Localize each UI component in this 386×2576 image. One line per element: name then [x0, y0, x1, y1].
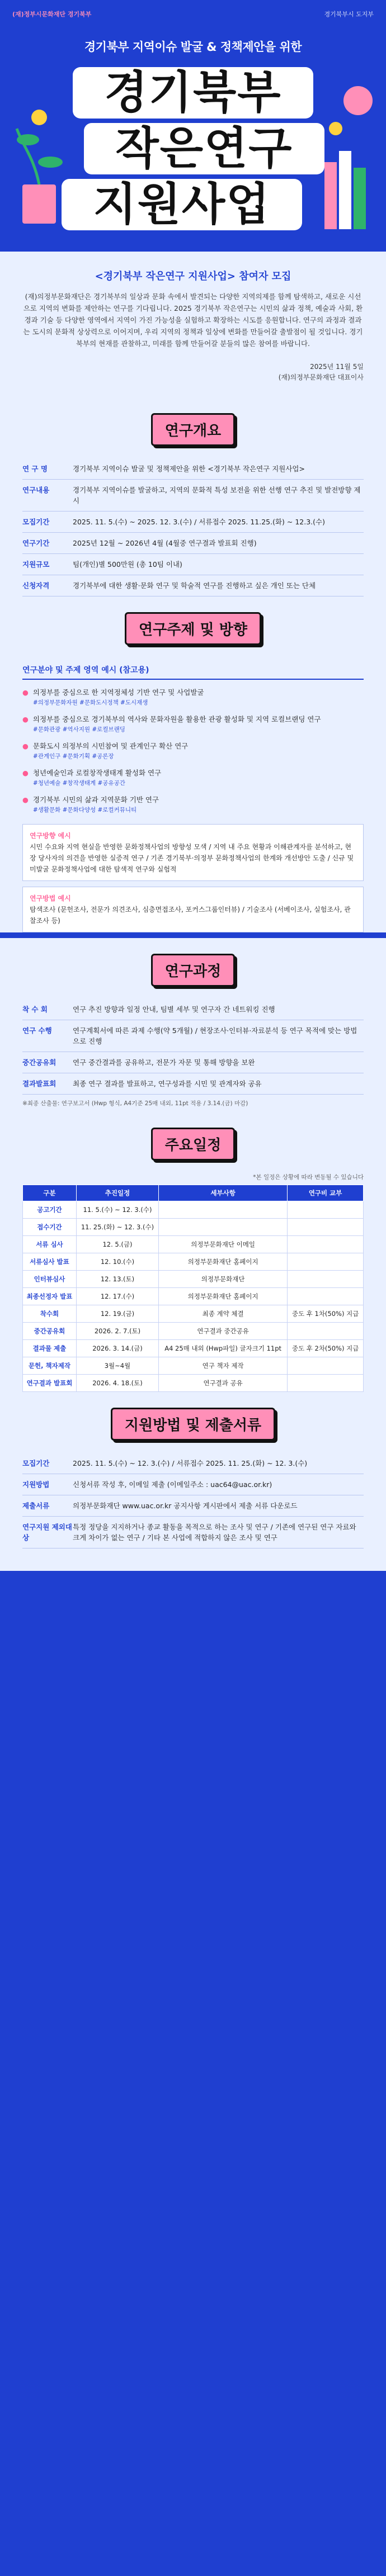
schedule-cell-date: 2026. 4. 18.(토): [76, 1375, 158, 1392]
schedule-cell-cat: 착수회: [23, 1305, 77, 1323]
schedule-cell-detail: 의정부문화재단 홈페이지: [159, 1253, 288, 1271]
topic-item: [22, 792, 364, 818]
apply-row: [22, 1453, 364, 1474]
apply-section: [0, 1392, 386, 1571]
topics-heading: 연구주제 및 방향: [125, 612, 261, 645]
schedule-heading: 주요일정: [151, 1128, 235, 1161]
region-logo: 경기북부시 도지부: [324, 11, 374, 18]
schedule-table: [22, 1185, 364, 1392]
process-footnote: ※최종 산출물: 연구보고서 (Hwp 형식, A4기준 25매 내외, 11pt 적용 / 3.14.(금) 마감): [22, 1100, 248, 1107]
bullet-icon: ●: [22, 688, 29, 697]
table-row: [23, 1288, 364, 1305]
overview-row: [22, 533, 364, 554]
table-row: [23, 1271, 364, 1288]
schedule-cell-cat: 연구결과 발표회: [23, 1375, 77, 1392]
schedule-cell-cat: 문헌, 책자제작: [23, 1357, 77, 1375]
schedule-cell-date: 12. 17.(수): [76, 1288, 158, 1305]
topic-text: 청년예술인과 로컬창작생태계 활성화 연구: [32, 769, 162, 777]
process-row: [22, 1073, 364, 1095]
apply-row: [22, 1517, 364, 1549]
schedule-cell-date: 11. 25.(화) ~ 12. 3.(수): [76, 1219, 158, 1236]
overview-row: [22, 512, 364, 533]
top-bar: [0, 0, 386, 28]
overview-label: 신청자격: [22, 581, 50, 590]
schedule-cell-cat: 서류심사 발표: [23, 1253, 77, 1271]
intro-body: (재)의정부문화재단은 경기북부의 일상과 문화 속에서 발견되는 다양한 지역의제를 함께 탐색하고, 새로운 시선으로 지역의 변화를 제안하는 연구를 기다립니다. 2025 경기북부 작은연구는 시민의 삶과 정책, 예술과 사회, 환경과 기술 등 다양한 영역에서 지역이 가진 가능성을 실험하고 확장하는 시도를 응원합니다. 연구의 과정과 결과는 도시의 문화적 상상력으로 이어지며, 우리 지역의 정책과 일상에 변화를 만들어갈 출발점이 될 것입니다. 경기북부의 현재를 관찰하고, 미래를 함께 만들어갈 분들의 많은 참여를 바랍니다.: [23, 292, 363, 348]
table-row: [23, 1236, 364, 1253]
schedule-cell-date: 12. 5.(금): [76, 1236, 158, 1253]
table-row: [23, 1253, 364, 1271]
topic-tags: #관계인구 #문화기획 #공론장: [32, 753, 114, 760]
overview-row: [22, 554, 364, 575]
hero-title-line-2: 작은연구: [84, 123, 324, 174]
schedule-cell-date: 12. 10.(수): [76, 1253, 158, 1271]
topic-tags: #의정부문화자원 #문화도시정책 #도시재생: [32, 699, 148, 706]
direction-text: 시민 수요와 지역 현실을 반영한 문화정책사업의 방향성 모색 / 지역 내 주요 현황과 이해관계자를 분석하고, 현장 당사자의 의견을 반영한 실증적 연구 / 기존 경기북부·의정부 문화정책사업의 한계와 개선방안 도출 / 신규 및 미발굴 문화정책사업에 대한 탐색적 연구와 실험적: [30, 843, 354, 873]
apply-row: [22, 1495, 364, 1517]
schedule-cell-detail: 의정부문화재단 이메일: [159, 1236, 288, 1253]
overview-label: 연구내용: [22, 486, 50, 494]
schedule-col-header: 연구비 교부: [288, 1185, 364, 1201]
table-row: [23, 1201, 364, 1219]
table-row: [23, 1375, 364, 1392]
schedule-cell-date: 12. 13.(토): [76, 1271, 158, 1288]
hero-title-line-3: 지원사업: [62, 179, 302, 230]
overview-heading: 연구개요: [151, 413, 235, 446]
table-row: [23, 1357, 364, 1375]
overview-value: 경기북부에 대한 생활·문화 연구 및 학술적 연구를 진행하고 싶은 개인 또는 단체: [73, 581, 316, 590]
bullet-icon: ●: [22, 795, 29, 804]
schedule-cell-cat: 결과물 제출: [23, 1340, 77, 1357]
schedule-cell-date: 2026. 2. 7.(토): [76, 1323, 158, 1340]
schedule-cell-fund: [288, 1323, 364, 1340]
schedule-cell-cat: 최종선정자 발표: [23, 1288, 77, 1305]
schedule-cell-date: 2026. 3. 14.(금): [76, 1340, 158, 1357]
table-row: [23, 1219, 364, 1236]
schedule-cell-fund: [288, 1253, 364, 1271]
schedule-cell-fund: 중도 후 1차(50%) 지급: [288, 1305, 364, 1323]
schedule-cell-date: 11. 5.(수) ~ 12. 3.(수): [76, 1201, 158, 1219]
topic-item: [22, 765, 364, 792]
schedule-cell-fund: [288, 1375, 364, 1392]
schedule-cell-detail: 의정부문화재단 홈페이지: [159, 1288, 288, 1305]
schedule-cell-fund: [288, 1288, 364, 1305]
topic-item: [22, 684, 364, 711]
hero-title-line-1: 경기북부: [73, 67, 313, 119]
overview-row: [22, 575, 364, 596]
overview-label: 모집기간: [22, 518, 50, 526]
schedule-cell-detail: 최종 계약 체결: [159, 1305, 288, 1323]
topic-tags: #생활문화 #문화다양성 #로컬커뮤니티: [32, 807, 137, 813]
hero: [0, 28, 386, 252]
schedule-cell-fund: [288, 1236, 364, 1253]
schedule-cell-detail: 의정부문화재단: [159, 1271, 288, 1288]
process-value: 최종 연구 결과를 발표하고, 연구성과를 시민 및 관계자와 공유: [73, 1079, 262, 1088]
schedule-cell-cat: 인터뷰심사: [23, 1271, 77, 1288]
intro-date: 2025년 11월 5일: [310, 363, 364, 371]
apply-row: [22, 1474, 364, 1495]
research-method-box: [22, 887, 364, 932]
schedule-note: *본 일정은 상황에 따라 변동될 수 있습니다: [253, 1174, 364, 1181]
hero-subtitle: 경기북부 지역이슈 발굴 & 정책제안을 위한: [84, 40, 302, 54]
process-heading: 연구과정: [151, 954, 235, 987]
schedule-cell-detail: 연구결과 공유: [159, 1375, 288, 1392]
intro-signature: [22, 362, 364, 383]
schedule-cell-fund: [288, 1219, 364, 1236]
intro-section: [0, 252, 386, 397]
foundation-logo: (재)정부시문화재단 경기북부: [12, 11, 92, 18]
process-label: 착 수 회: [22, 1005, 48, 1014]
table-row: [23, 1340, 364, 1357]
schedule-cell-detail: A4 25매 내외 (Hwp파일) 글자크기 11pt: [159, 1340, 288, 1357]
schedule-cell-fund: [288, 1357, 364, 1375]
process-label: 결과발표회: [22, 1079, 57, 1088]
topic-tags: #청년예술 #창작생태계 #공유공간: [32, 780, 125, 787]
overview-section: [0, 397, 386, 596]
schedule-cell-detail: 연구 책자 제작: [159, 1357, 288, 1375]
schedule-section: [0, 1112, 386, 1392]
schedule-cell-detail: [159, 1219, 288, 1236]
process-row: [22, 999, 364, 1020]
apply-label: 연구지원 제외대상: [22, 1523, 72, 1542]
topic-text: 문화도시 의정부의 시민참여 및 관계인구 확산 연구: [32, 742, 189, 750]
apply-label: 지원방법: [22, 1480, 50, 1489]
overview-value: 2025년 12월 ~ 2026년 4월 (4월중 연구결과 발표회 진행): [73, 539, 257, 547]
topic-item: [22, 738, 364, 765]
schedule-cell-detail: 연구결과 중간공유: [159, 1323, 288, 1340]
intro-title: <경기북부 작은연구 지원사업> 참여자 모집: [95, 271, 291, 282]
table-row: [23, 1323, 364, 1340]
process-row: [22, 1052, 364, 1073]
apply-label: 모집기간: [22, 1459, 50, 1467]
topic-text: 경기북부 시민의 삶과 지역문화 기반 연구: [32, 795, 159, 804]
overview-label: 연 구 명: [22, 465, 48, 473]
schedule-cell-date: 12. 19.(금): [76, 1305, 158, 1323]
intro-org: (재)의정부문화재단 대표이사: [278, 373, 364, 381]
method-label: 연구방법 예시: [30, 894, 71, 902]
schedule-cell-fund: 중도 후 2차(50%) 지급: [288, 1340, 364, 1357]
apply-label: 제출서류: [22, 1502, 50, 1510]
plant-illustration-icon: [11, 84, 67, 229]
process-value: 연구 추진 방향과 일정 안내, 팀별 세부 및 연구자 간 네트워킹 진행: [73, 1005, 275, 1014]
overview-value: 팀(개인)별 500만원 (총 10팀 이내): [73, 560, 182, 569]
schedule-cell-fund: [288, 1201, 364, 1219]
overview-value: 경기북부 지역이슈를 발굴하고, 지역의 문화적 특성 보전을 위한 선행 연구 추진 및 발전방향 제시: [73, 486, 361, 505]
schedule-cell-cat: 서류 심사: [23, 1236, 77, 1253]
schedule-cell-detail: [159, 1201, 288, 1219]
overview-row: [22, 458, 364, 480]
overview-label: 연구기간: [22, 539, 50, 547]
schedule-col-header: 세부사항: [159, 1185, 288, 1201]
bullet-icon: ●: [22, 769, 29, 777]
apply-value: 특정 정당을 지지하거나 종교 활동을 목적으로 하는 조사 및 연구 / 기존에 연구된 연구 자료와 크게 차이가 없는 연구 / 기타 본 사업에 적합하지 않은 조사 및 연구: [73, 1523, 356, 1542]
bullet-icon: ●: [22, 742, 29, 750]
process-section: [0, 938, 386, 1112]
process-row: [22, 1020, 364, 1052]
schedule-col-header: 추진일정: [76, 1185, 158, 1201]
schedule-cell-fund: [288, 1271, 364, 1288]
process-label: 중간공유회: [22, 1058, 57, 1067]
apply-value: 신청서류 작성 후, 이메일 제출 (이메일주소 : uac64@uac.or.kr): [73, 1480, 272, 1489]
apply-heading: 지원방법 및 제출서류: [111, 1408, 275, 1441]
schedule-cell-cat: 접수기간: [23, 1219, 77, 1236]
topic-tags: #문화관광 #역사지원 #로컬브랜딩: [32, 726, 125, 733]
table-row: [23, 1305, 364, 1323]
topics-subheading: 연구분야 및 주제 영역 예시 (참고용): [22, 657, 364, 680]
overview-label: 지원규모: [22, 560, 50, 569]
schedule-cell-cat: 공고기간: [23, 1201, 77, 1219]
apply-value: 2025. 11. 5.(수) ~ 12. 3.(수) / 서류접수 2025. 11. 25.(화) ~ 12. 3.(수): [73, 1459, 308, 1467]
overview-value: 2025. 11. 5.(수) ~ 2025. 12. 3.(수) / 서류접수 2025. 11.25.(화) ~ 12.3.(수): [73, 518, 325, 526]
process-label: 연구 수행: [22, 1026, 52, 1035]
process-value: 연구계획서에 따른 과제 수행(약 5개월) / 현장조사·인터뷰·자료분석 등 연구 목적에 맞는 방법으로 진행: [73, 1026, 357, 1045]
topics-section: [0, 596, 386, 932]
topic-text: 의정부를 중심으로 경기북부의 역사와 문화자원을 활용한 관광 활성화 및 지역 로컬브랜딩 연구: [32, 715, 321, 723]
topic-text: 의정부를 중심으로 한 지역정체성 기반 연구 및 사업발굴: [32, 688, 204, 697]
schedule-col-header: 구분: [23, 1185, 77, 1201]
topic-item: [22, 711, 364, 738]
schedule-cell-cat: 중간공유회: [23, 1323, 77, 1340]
overview-value: 경기북부 지역이슈 발굴 및 정책제안을 위한 <경기북부 작은연구 지원사업>: [73, 465, 305, 473]
direction-label: 연구방향 예시: [30, 832, 71, 840]
overview-row: [22, 480, 364, 512]
bullet-icon: ●: [22, 715, 29, 723]
schedule-cell-date: 3월~4월: [76, 1357, 158, 1375]
research-direction-box: [22, 824, 364, 881]
method-text: 탐색조사 (문헌조사, 전문가 의견조사, 심층면접조사, 포커스그룹인터뷰) / 기술조사 (서베이조사, 실험조사, 관찰조사 등): [30, 906, 351, 925]
apply-value: 의정부문화재단 www.uac.or.kr 공지사항 게시판에서 제출 서류 다운로드: [73, 1502, 298, 1510]
process-value: 연구 중간결과를 공유하고, 전문가 자문 및 통해 방향을 보완: [73, 1058, 255, 1067]
books-illustration-icon: [319, 78, 380, 235]
